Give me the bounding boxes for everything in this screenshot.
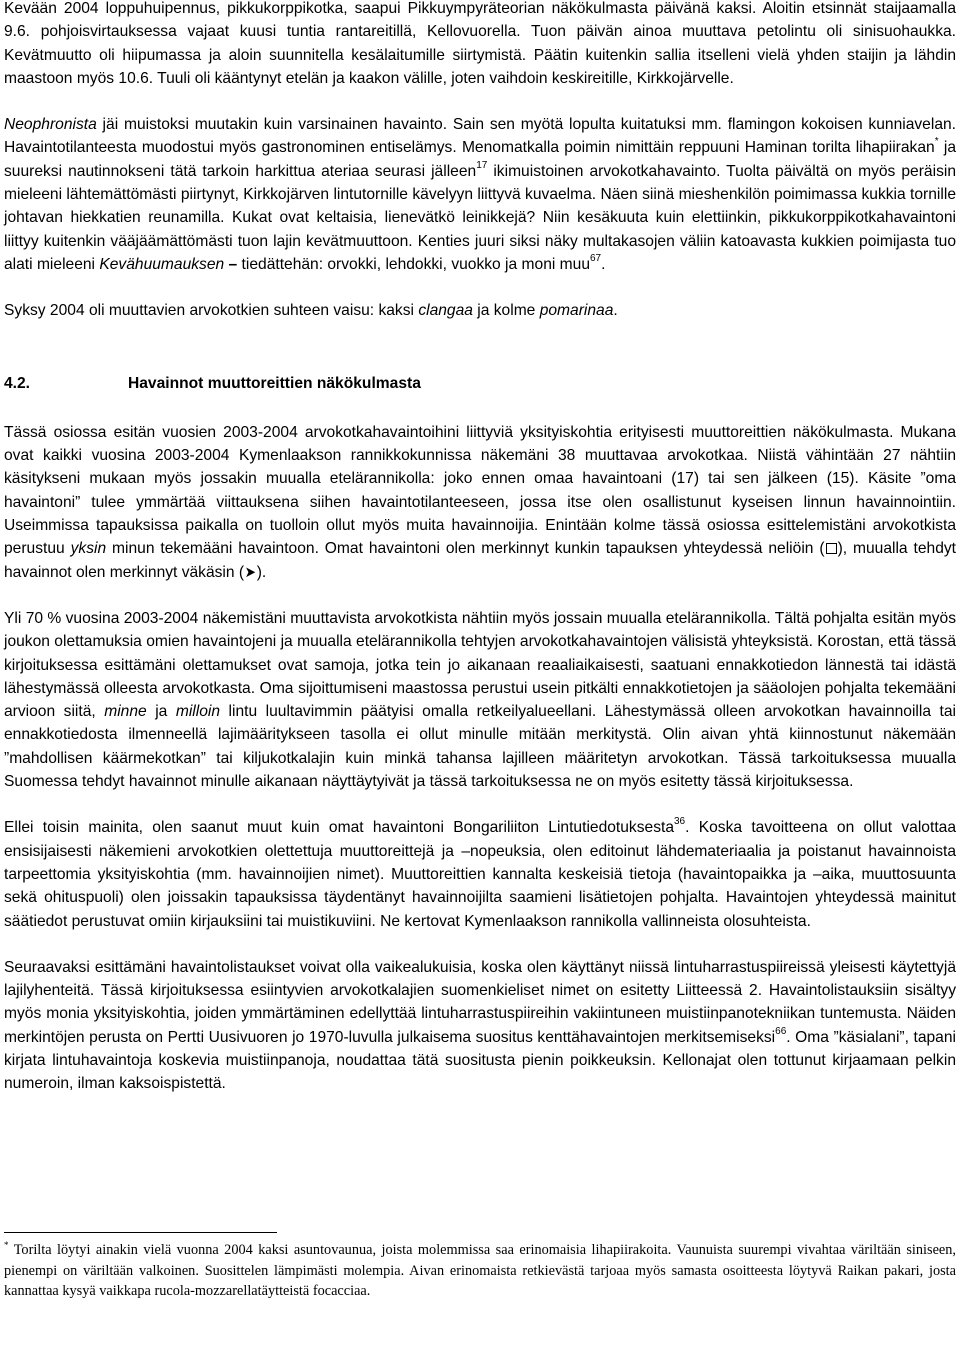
footnote-text: Torilta löytyi ainakin vielä vuonna 2004 kaksi asuntovaunua, joista molemmissa saa erinomaisia lihapiirakoita. Vaunuista suurempi vivahtaa väriltään siniseen, pienempi on väriltään valkoinen. Suosittelen lämpimästi molempia. Aivan erinomaista retkievästä tarjoaa myös samasta osoitteesta löytyvä Raikan pakari, josta kannattaa kysyä vaikkapa rucola-mozzarellatäytteistä focacciaa.	[4, 1242, 956, 1300]
paragraph-spacer	[4, 933, 956, 956]
paragraph-text: .	[613, 302, 618, 320]
paragraph-text: Seuraavaksi esittämäni havaintolistaukset voivat olla vaikealukuisia, koska olen käyttänyt niissä lintuharrastuspiireissä yleisesti käytettyjä lajilyhenteitä. Tässä kirjoituksessa esiintyvien arvokotkalajien suomenkieliset nimet on esitetty Liitteessä 2. Havaintolistauksiin sisältyy myös monia yksityiskohtia, joiden ymmärtäminen edellyttää lintuharrastuspiireihin vakiintuneen muistiinpanotekniikan tuntemusta. Näiden merkintöjen perusta on Pertti Uusivuoren jo 1970-luvulla julkaisema suositus kenttähavaintojen merkitsemiseksi	[4, 958, 956, 1046]
paragraph-text: lintu luultavimmin päätyisi omalla retkeilyalueellani. Lähestymässä olleen arvokotkan havainnoilla tai ennakkotiedosta ilmenneellä lajimääritykseen tasolla ei ollut minulle mitään merkitystä. Olin aivan yhtä kiinnostunut näkemään ”mahdollisen käärmekotkan” tai kiljukotkalajin kuin minkä tahansa lajilleen määritetyn arvokotkan. Tässä tarkoituksessa muualla Suomessa tehdyt havainnot minulle aikanaan näyttäytyivät ja tässä tarkoituksessa ne on myös esitetty tässä kirjoituksessa.	[4, 703, 956, 791]
footnote-area	[4, 1232, 956, 1302]
section-heading	[4, 372, 956, 395]
paragraph-text: Kevään 2004 loppuhuipennus, pikkukorppikotka, saapui Pikkuympyräteorian näkökulmasta päivänä kaksi. Aloitin etsinnät staijaamalla 9.6. pohjoisvirtauksessa vajaat kuusi tuntia rantareitillä, Kellovuorella. Tuon päivän ainoa muuttava petolintu oli sinisuohaukka. Kevätmuutto oli hiipumassa ja aloin suunnitella kesälaitumille siirtymistä. Päätin kuitenkin sallia itselleni vielä yhden staijin ja lähdin maastoon myös 10.6. Tuuli oli kääntynyt etelän ja kaakon välille, joten vaihdoin keskireitille, Kirkkojärvelle.	[4, 0, 956, 87]
document-body	[4, 0, 956, 1096]
species-name: Neophronista	[4, 116, 97, 134]
paragraph-text: Tässä osiossa esitän vuosien 2003-2004 arvokotkahavaintoihini liittyviä yksityiskohtia erityisesti muuttoreittien näkökulmasta. Mukana ovat kaikki vuosina 2003-2004 Kymenlaakson rannikkokunnissa näkemäni 38 muuttavaa arvokotkaa. Niistä vähintään 27 nähtiin käsitykseni mukaan myös jossakin muualla etelärannikolla: joko ennen omaa havaintoani (17) tai sen jälkeen (15). Käsite ”oma havaintoni” tulee ymmärtää viittauksena siihen havaintotilanteeseen, jossa itse olen osallistunut kyseisen linnun havainnointiin. Useimmissa tapauksissa paikalla on tuolloin ollut myös muita havainnoijia. Enintään kolme tässä osiossa esittelemistäni arvokotkista perustuu	[4, 423, 956, 558]
paragraph-text: .	[601, 255, 606, 273]
paragraph-spacer	[4, 584, 956, 607]
paragraph-neophron	[4, 113, 956, 276]
paragraph-text: ).	[256, 563, 267, 581]
paragraph-text: ja kolme	[472, 302, 540, 320]
footnote-divider	[4, 1232, 277, 1233]
paragraph-spacer	[4, 346, 956, 372]
section-number: 4.2.	[4, 374, 31, 392]
paragraph-text: . Koska tavoitteena on ollut valottaa ensisijaisesti näkemieni arvokotkien olettettuja muuttoreittejä ja –nopeuksia, olen editoinut lähdemateriaalia ja poistanut havainnoista tarpeettomia yksityiskohtia (mm. havainnoijien nimet). Muuttoreittien kannalta keskeisiä tietoja (havaintopaikka ja –aika, muuttosuunta sekä ohituspuoli) olen joissakin tapauksissa täydentänyt havainnoijilta saamieni lisätietojen pohjalta. Havaintojen yhteydessä mainitut säätiedot perustuvat omiin kirjauksiini tai muistikuviini. Ne kertovat Kymenlaakson rannikolla vallinneista olosuhteista.	[4, 819, 956, 930]
emphasis: yksin	[70, 540, 107, 558]
paragraph-spacer	[4, 395, 956, 421]
paragraph-text: minun tekemääni havaintoon. Omat havaintoni olen merkinnyt kunkin tapauksen yhteydessä neliöin (	[106, 540, 825, 558]
source-reference: 67	[590, 252, 602, 264]
paragraph-text: ja suureksi nautinnokseni tätä tarkoin harkittua ateriaa seurasi jälleen	[4, 139, 956, 180]
species-name: pomarinaa	[539, 302, 614, 320]
work-title: Kevähuumauksen	[99, 255, 225, 273]
species-name: clangaa	[418, 302, 473, 320]
paragraph-section-intro	[4, 421, 956, 584]
paragraph-spacer	[4, 276, 956, 299]
section-title: Havainnot muuttoreittien näkökulmasta	[128, 374, 421, 392]
paragraph-notation	[4, 956, 956, 1096]
paragraph-seventy-percent	[4, 607, 956, 793]
source-reference: 36	[674, 816, 686, 828]
paragraph-text: jäi muistoksi muutakin kuin varsinainen havainto. Sain sen myötä lopulta kuitatuksi mm. flamingon kokoisen kunniavelan. Havaintotilanteesta muodostui myös gastronominen entiselämys. Menomatkalla poimin nimittäin reppuuni Haminan torilta lihapiirakan	[4, 116, 956, 157]
paragraph-text: ikimuistoinen arvokotkahavainto. Tuolta päivältä on myös peräisin mieleeni lähtemättömästi piirtynyt, Kirkkojärven lintutornille kävelyyn liittyvä kuvaelma. Näen siinä mieshenkilön poimimassa kukkia tornille johtavan hiekkatien reunamilla. Kukat ovat keltaisia, lienevätkö leinikkejä? Niin kesäkuuta kuin elettiinkin, pikkukorppikotkahavaintoni liittyy kuitenkin vääjäämättömästi tuon lajin kevätmuuttoon. Kenties juuri siksi näky multakasojen väliin katoavasta kukkien poimijasta tuo alati mieleeni	[4, 162, 956, 273]
source-reference: 66	[775, 1025, 787, 1037]
emphasis: minne	[104, 703, 147, 721]
paragraph-spacer	[4, 793, 956, 816]
paragraph-sources	[4, 816, 956, 932]
paragraph-spacer	[4, 90, 956, 113]
paragraph-text: ja	[146, 703, 176, 721]
square-bullet-icon	[826, 543, 837, 554]
paragraph-text: tiedättehän: orvokki, lehdokki, vuokko ja moni muu	[241, 255, 590, 273]
paragraph-text: . Oma ”käsialani”, tapani kirjata lintuhavaintoja koskevia muistiinpanoja, noudattaa tätä suositusta pienin poikkeuksin. Kellonajat olen tottunut kirjaamaan pelkin numeroin, ilman kaksoispistettä.	[4, 1028, 956, 1093]
paragraph-spring-2004	[4, 0, 956, 90]
footnote-reference[interactable]: *	[934, 136, 939, 148]
footnote-mark: *	[4, 1240, 9, 1251]
paragraph-text: Yli 70 % vuosina 2003-2004 näkemistäni muuttavista arvokotkista nähtiin myös jossain muualla etelärannikolla. Tältä pohjalta esitän myös joukon olettamuksia omien havaintojeni ja muualla etelärannikolla tehtyjen arvokotkahavaintojen välisistä yhteyksistä. Korostan, että tässä kirjoituksessa esittämäni olettamukset ovat samoja, jotka tein jo aikanaan reaaliaikaisesti, saatuani ennakkotiedon lännestä tai idästä lähestymässä olleesta arvokotkasta. Oma sijoittumiseni maastossa perustui usein pitkälti ennakkotietojen ja sääolojen pohjalta tekemääni arvioon siitä,	[4, 609, 956, 721]
paragraph-text: Ellei toisin mainita, olen saanut muut kuin omat havaintoni Bongariliiton Lintutiedotuksesta	[4, 819, 674, 837]
footnote	[4, 1240, 956, 1302]
paragraph-text: ), muualla tehdyt havainnot olen merkinnyt väkäsin (	[4, 540, 956, 581]
source-reference: 17	[476, 159, 488, 171]
paragraph-spacer	[4, 323, 956, 346]
paragraph-text: Syksy 2004 oli muuttavien arvokotkien suhteen vaisu: kaksi	[4, 302, 419, 320]
arrowhead-bullet-icon: ➤	[244, 563, 257, 581]
paragraph-autumn-2004	[4, 299, 956, 322]
dash: –	[224, 255, 242, 273]
emphasis: milloin	[175, 703, 221, 721]
